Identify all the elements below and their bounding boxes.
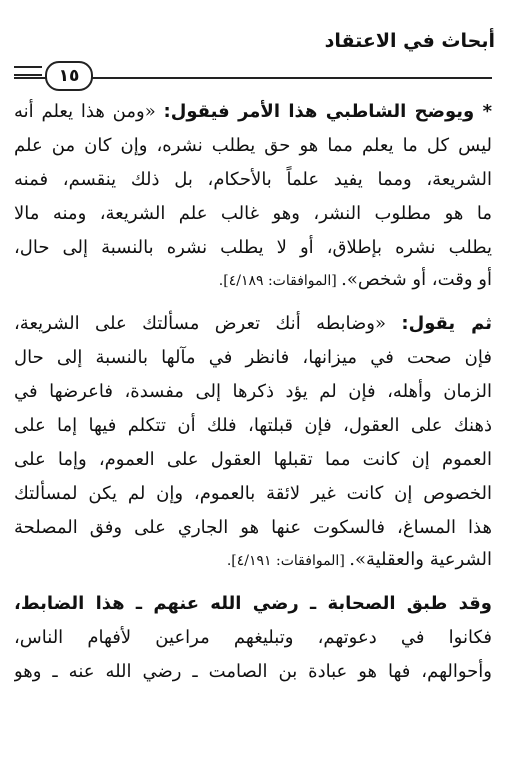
text-run: هذا المساغ، فالسكوت عنها هو الجاري على وفق المصلحة [14, 517, 492, 538]
text-line [14, 655, 492, 689]
text-run: أو وقت، أو شخص». [341, 269, 492, 290]
text-line [14, 477, 492, 511]
page-number: ١٥ [45, 61, 93, 91]
text-run: الخصوص إن كانت غير لائقة بالعموم، وإن لم يكن لمسألتك [14, 483, 492, 504]
text-run: يطلب نشره بإطلاق، أو لا يطلب نشره بالنسبة إلى حال، [14, 237, 492, 258]
text-run: فكانوا في دعوتهم، وتبليغهم مراعين لأفهام الناس، [14, 627, 492, 648]
text-line [14, 197, 492, 231]
text-run: ما هو مطلوب النشر، وهو غالب علم الشريعة، ومنه مالا [14, 203, 492, 224]
text-line [14, 263, 492, 297]
text-line [14, 409, 492, 443]
text-line [14, 129, 492, 163]
citation: [الموافقات: ٤/١٩١]. [226, 553, 350, 569]
text-line [14, 543, 492, 577]
text-run: ذهنك على العقول، فإن قبلتها، فلك أن تتكلم فيها إما على [14, 415, 492, 436]
citation: [الموافقات: ٤/١٨٩]. [218, 273, 342, 289]
bold-phrase: * ويوضح الشاطبي هذا الأمر فيقول: [163, 101, 492, 122]
text-line [14, 443, 492, 477]
text-line [14, 621, 492, 655]
text-run: وأحوالهم، فها هو عبادة بن الصامت ـ رضي الله عنه ـ وهو [14, 661, 492, 682]
text-run: الزمان وأهله، فإن لم يؤد ذكرها إلى مفسدة، فاعرضها في [14, 381, 492, 402]
text-line [14, 511, 492, 545]
text-run: العموم إن كانت مما تقبلها العقول على العموم، وإما على [14, 449, 492, 470]
text-run: ليس كل ما يعلم مما هو حق يطلب نشره، وإن كان من علم [14, 135, 492, 156]
text-line [14, 375, 492, 409]
text-line [14, 163, 492, 197]
text-line [14, 587, 492, 621]
text-line [14, 341, 492, 375]
header-rule-ornament [14, 66, 42, 76]
text-line [14, 95, 492, 129]
text-line [14, 307, 492, 341]
text-run: «ومن هذا يعلم أنه [14, 101, 164, 122]
text-run: فإن صحت في ميزانها، فانظر في مآلها بالنسبة إلى حال [14, 347, 492, 368]
running-head-title: أبحاث في الاعتقاد [324, 30, 495, 52]
text-run: الشريعة، ومما يفيد علماً بالأحكام، بل ذلك ينقسم، فمنه [14, 169, 492, 190]
text-run: «وضابطه أنك تعرض مسألتك على الشريعة، [14, 313, 402, 334]
bold-phrase: وقد طبق الصحابة ـ رضي الله عنهم ـ هذا الضابط، [14, 593, 492, 614]
bold-phrase: ثم يقول: [401, 313, 492, 334]
text-run: الشرعية والعقلية». [349, 549, 492, 570]
text-line [14, 231, 492, 265]
